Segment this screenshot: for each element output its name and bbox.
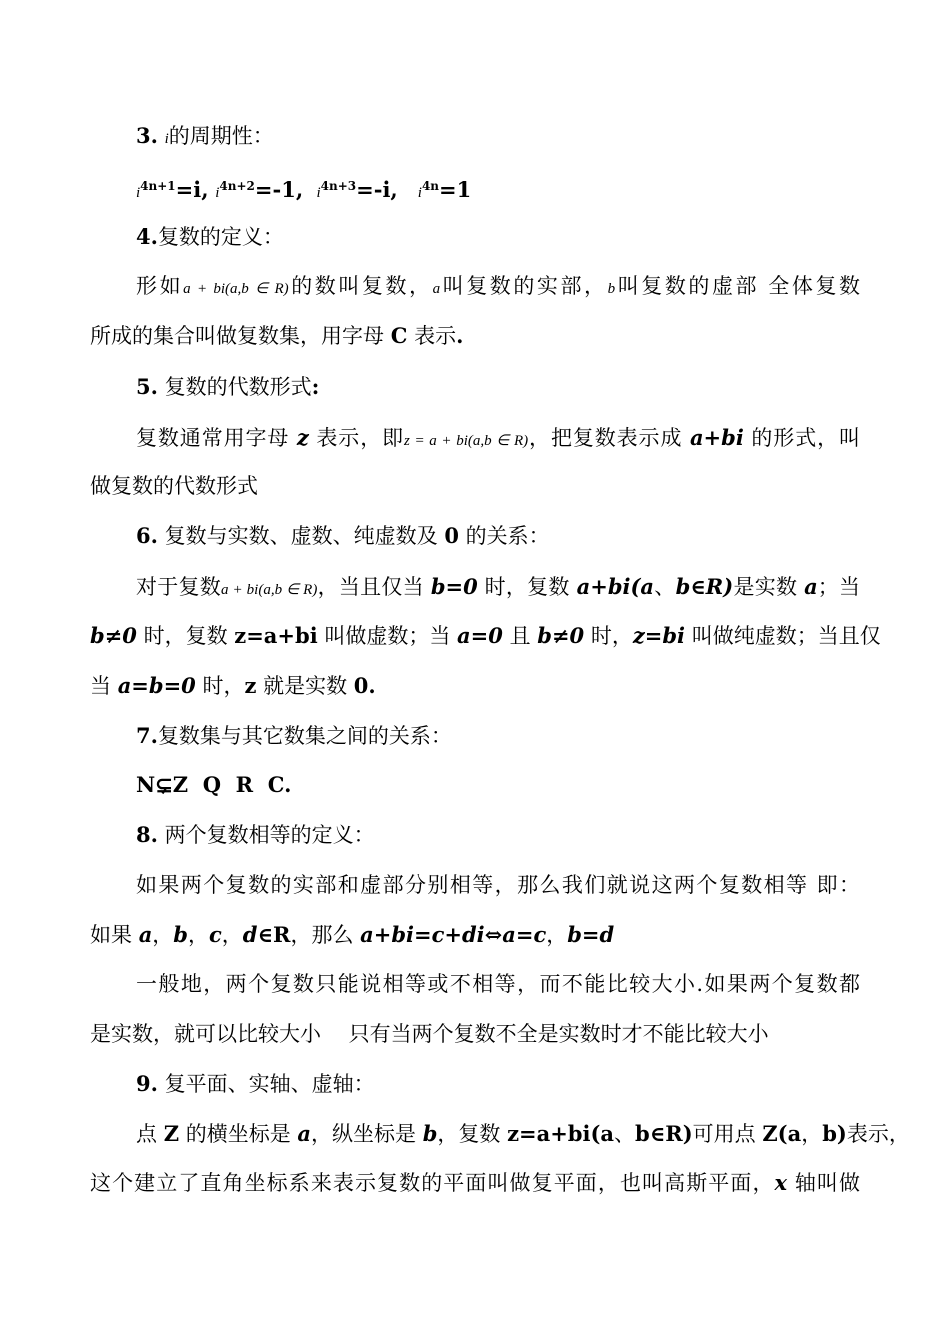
text: 是实数 (733, 575, 798, 599)
algebraic-form-line-1 (136, 424, 860, 455)
text: 对于复数 (136, 575, 222, 599)
text: 就是实数 (263, 674, 348, 698)
period: . (456, 323, 464, 348)
formula-base: i (215, 185, 220, 201)
text: ， (546, 923, 568, 947)
complex-plane-line-2 (90, 1169, 860, 1197)
equality-line-3 (136, 970, 860, 998)
text: 的关系： (465, 524, 550, 548)
formula-exponent: 4n+2 (219, 179, 255, 193)
text: 时， (202, 674, 245, 698)
text: ；当 (817, 575, 861, 599)
equality-line-4 (90, 1020, 860, 1048)
text: 形如 (136, 274, 184, 298)
section-6-heading (136, 522, 860, 550)
equality-line-2 (90, 921, 860, 949)
text: ，复数 (437, 1122, 501, 1146)
text: 一般地，两个复数只能说相等或不相等，而不能比较大小.如果两个复数都 (136, 972, 860, 996)
definition-line-1 (136, 272, 860, 303)
math: a=0 (457, 623, 503, 648)
section-number: 3. (136, 123, 158, 148)
relation-line-3 (90, 672, 860, 700)
letter-z: z (296, 425, 309, 450)
formula-exponent: 4n+3 (320, 179, 357, 193)
equality-line-1 (136, 871, 860, 899)
math: z=a+bi (234, 623, 318, 648)
section-number: 9. (136, 1071, 158, 1096)
math-i: i (164, 131, 169, 147)
text: ，当且仅当 (317, 575, 424, 599)
text: 复数通常用字母 (136, 426, 290, 450)
text: ， (152, 923, 174, 947)
math: a (138, 922, 153, 947)
section-number: 7. (136, 723, 158, 748)
text: ， (221, 923, 243, 947)
zero: 0 (444, 523, 459, 548)
math: b (422, 1121, 438, 1146)
section-number: 6. (136, 523, 158, 548)
text: 时，复数 (484, 575, 570, 599)
section-title: 两个复数相等的定义： (164, 823, 375, 847)
section-4-heading (136, 223, 860, 251)
text: ，纵坐标是 (311, 1122, 417, 1146)
math: a+bi(a (576, 574, 655, 599)
math: d (242, 922, 258, 947)
text: 的横坐标是 (185, 1122, 291, 1146)
math: b∈R) (635, 1121, 693, 1146)
formula-value: =i, (175, 177, 209, 202)
math-expression: a + bi(a,b ∈ R) (221, 582, 318, 598)
relation-line-2 (90, 622, 881, 650)
math: b≠0 (537, 623, 585, 648)
formula-value: =-1, (254, 177, 304, 202)
text: 、 (654, 575, 676, 599)
text: 点 (136, 1122, 157, 1146)
formula-base: i (316, 185, 321, 201)
math: b≠0 (90, 623, 137, 648)
math-a-plus-bi: a+bi (689, 425, 744, 450)
section-title: 复数的定义： (157, 225, 284, 249)
math: z=a+bi(a (507, 1121, 615, 1146)
math: c (208, 922, 222, 947)
section-title: 复数的代数形式 (164, 375, 312, 399)
section-title: 复数与实数、虚数、纯虚数及 (164, 524, 438, 548)
periodicity-formula (136, 172, 860, 207)
math: a (804, 574, 818, 599)
math: b=d (567, 922, 615, 947)
math: a (297, 1121, 312, 1146)
text: 这个建立了直角坐标系来表示复数的平面叫做复平面，也叫高斯平面， (90, 1171, 775, 1195)
section-title: 复数集与其它数集之间的关系： (157, 724, 452, 748)
text: 的数叫复数， (288, 274, 433, 298)
text: 是实数，就可以比较大小 只有当两个复数不全是实数时才不能比较大小 (90, 1022, 769, 1046)
letter-c: C (390, 323, 408, 348)
text: 做复数的代数形式 (90, 474, 258, 498)
text: 当 (90, 674, 111, 698)
formula-exponent: 4n (421, 179, 440, 193)
number-set-chain (136, 771, 860, 799)
math: ∈R (257, 922, 291, 947)
text: 叫做纯虚数；当且仅 (691, 624, 881, 648)
section-8-heading (136, 821, 860, 849)
formula-base: i (136, 185, 141, 201)
text: 时，复数 (143, 624, 228, 648)
text: ，那么 (290, 923, 354, 947)
section-number: 5. (136, 374, 158, 399)
text: 、 (614, 1122, 636, 1146)
math-b: b (607, 281, 616, 297)
text: 时， (590, 624, 633, 648)
formula-value: =1 (439, 177, 472, 202)
text: 所成的集合叫做复数集，用字母 (90, 324, 384, 348)
math-expression: z = a + bi(a,b ∈ R) (404, 433, 529, 449)
section-title: 的周期性： (168, 124, 274, 148)
colon: : (311, 374, 320, 399)
math: Z(a (762, 1121, 802, 1146)
text: 可用点 (692, 1122, 756, 1146)
math: b∈R) (675, 574, 734, 599)
sets-text: N⊊Z Q R C. (136, 772, 292, 797)
text: 的形式，叫 (751, 426, 860, 450)
text: 且 (509, 624, 531, 648)
text: ， (187, 923, 209, 947)
formula-value: =-i, (356, 177, 398, 202)
formula-exponent: 4n+1 (140, 179, 176, 193)
text: 叫做虚数；当 (324, 624, 451, 648)
text: ，把复数表示成 (528, 426, 683, 450)
math: a=b=0 (117, 673, 196, 698)
letter-z: z (244, 673, 257, 698)
complex-plane-line-1 (136, 1120, 910, 1148)
definition-line-2 (90, 322, 860, 350)
section-title: 复平面、实轴、虚轴： (164, 1072, 375, 1096)
section-9-heading (136, 1070, 860, 1098)
algebraic-form-line-2 (90, 472, 860, 500)
relation-line-1 (136, 573, 860, 604)
zero: 0. (353, 673, 376, 698)
math: z=bi (632, 623, 686, 648)
text: 表示， (846, 1122, 910, 1146)
math: b (173, 922, 188, 947)
math: b) (822, 1121, 847, 1146)
section-7-heading (136, 722, 860, 750)
text: 表示，即 (316, 426, 405, 450)
math-expression: a + bi(a,b ∈ R) (183, 281, 289, 297)
text: 如果 (90, 923, 132, 947)
text: 如果两个复数的实部和虚部分别相等，那么我们就说这两个复数相等 即： (136, 873, 860, 897)
section-number: 4. (136, 224, 158, 249)
text: 叫复数的实部， (440, 274, 608, 298)
math: x (774, 1170, 788, 1195)
text: ， (801, 1122, 823, 1146)
math: b=0 (430, 574, 478, 599)
section-3-heading (136, 122, 860, 153)
math: a+bi=c+di⇔a=c (360, 922, 547, 947)
section-number: 8. (136, 822, 158, 847)
section-5-heading (136, 373, 860, 401)
letter-z: Z (163, 1121, 180, 1146)
formula-base: i (417, 185, 422, 201)
text: 叫复数的虚部 全体复数 (615, 274, 861, 298)
text: 表示 (414, 324, 457, 348)
math-a: a (432, 281, 441, 297)
text: 轴叫做 (794, 1171, 861, 1195)
